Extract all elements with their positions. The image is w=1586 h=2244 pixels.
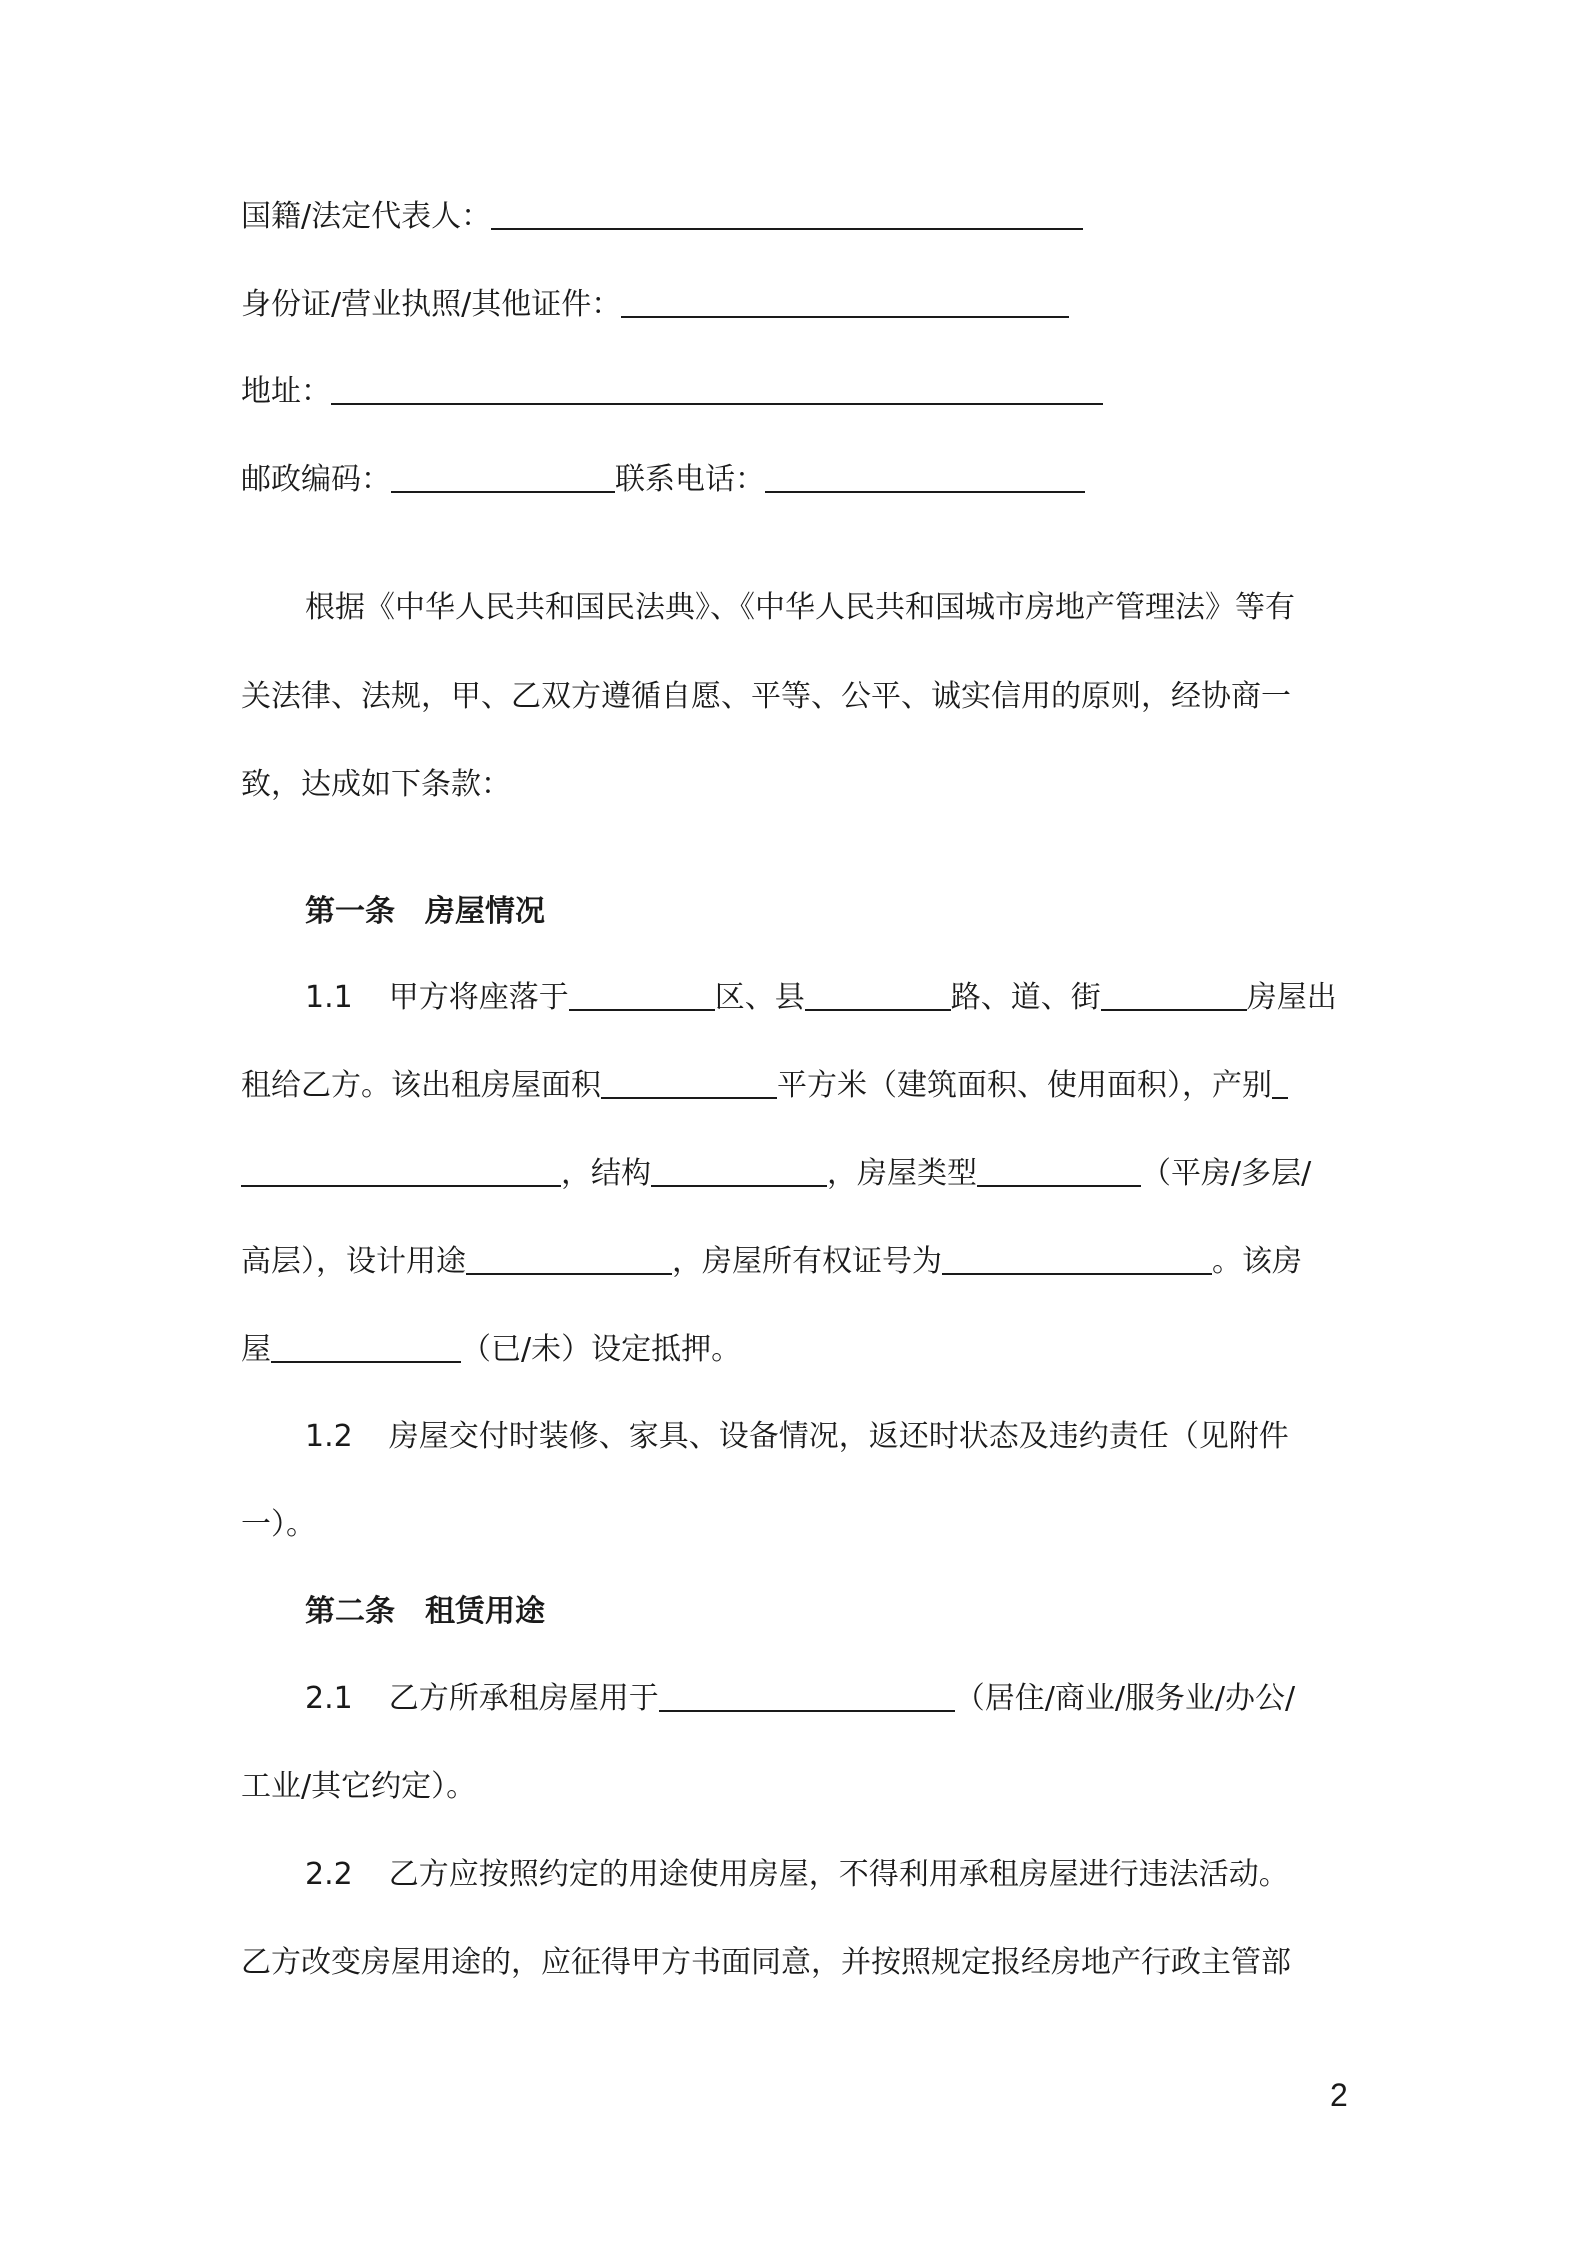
clause-text: 乙方所承租房屋用于 (388, 1681, 659, 1716)
clause-text: （居住/商业/服务业/办公/ (954, 1681, 1296, 1716)
preamble-line-2: 关法律、法规，甲、乙双方遵循自愿、平等、公平、诚实信用的原则，经协商一 (241, 679, 1291, 714)
clause-text: 乙方应按照约定的用途使用房屋，不得利用承租房屋进行违法活动。 (388, 1857, 1289, 1892)
clause-text: 。该房 (1212, 1244, 1302, 1279)
clause-1-2-line-1 (305, 1417, 1289, 1457)
clause-text: 房屋交付时装修、家具、设备情况，返还时状态及违约责任（见附件 (388, 1419, 1289, 1454)
house-type-blank[interactable] (977, 1155, 1141, 1187)
address-row (241, 372, 1103, 412)
clause-text: 高层），设计用途 (241, 1244, 466, 1279)
road-blank[interactable] (805, 979, 951, 1011)
preamble-line-3: 致，达成如下条款： (241, 767, 511, 802)
usage-blank[interactable] (466, 1243, 672, 1275)
clause-1-1-line-1 (305, 978, 1337, 1018)
area-blank[interactable] (601, 1067, 777, 1099)
postal-phone-row (241, 460, 1085, 500)
clause-text: ，房屋所有权证号为 (672, 1244, 942, 1279)
mortgage-blank[interactable] (271, 1331, 461, 1363)
clause-2-1-line-2: 工业/其它约定）。 (241, 1769, 477, 1804)
district-blank[interactable] (569, 979, 715, 1011)
clause-2-2-line-1 (305, 1855, 1289, 1895)
id-row (241, 285, 1069, 325)
clause-1-2-line-2: 一）。 (241, 1507, 316, 1542)
certificate-blank[interactable] (942, 1243, 1212, 1275)
nationality-blank[interactable] (491, 198, 1083, 230)
clause-2-1-line-1 (305, 1679, 1295, 1719)
property-type-blank-cont[interactable] (241, 1155, 561, 1187)
clause-text: 甲方将座落于 (388, 980, 569, 1015)
postal-label: 邮政编码： (241, 462, 391, 497)
clause-text: 平方米（建筑面积、使用面积），产别 (777, 1068, 1272, 1103)
clause-1-1-line-2 (241, 1066, 1288, 1106)
clause-text: ，房屋类型 (827, 1156, 977, 1191)
article-1-heading: 第一条 房屋情况 (305, 894, 545, 929)
clause-number: 1.1 (305, 980, 353, 1015)
clause-text: 租给乙方。该出租房屋面积 (241, 1068, 601, 1103)
id-blank[interactable] (621, 286, 1069, 318)
nationality-row (241, 197, 1083, 237)
phone-label: 联系电话： (615, 462, 765, 497)
clause-number: 1.2 (305, 1419, 353, 1454)
property-type-blank[interactable] (1272, 1067, 1288, 1099)
clause-1-1-line-4 (241, 1242, 1302, 1282)
structure-blank[interactable] (651, 1155, 827, 1187)
nationality-label: 国籍/法定代表人： (241, 199, 492, 234)
clause-text: ，结构 (561, 1156, 651, 1191)
street-blank[interactable] (1101, 979, 1247, 1011)
clause-text: （平房/多层/ (1141, 1156, 1312, 1191)
article-2-heading: 第二条 租赁用途 (305, 1594, 545, 1629)
clause-text: 区、县 (714, 980, 805, 1015)
clause-1-1-line-5 (241, 1330, 741, 1370)
id-label: 身份证/营业执照/其他证件： (241, 287, 622, 322)
clause-number: 2.1 (305, 1681, 353, 1716)
address-label: 地址： (241, 374, 331, 409)
preamble-line-1: 根据《中华人民共和国民法典》、《中华人民共和国城市房地产管理法》等有 (305, 590, 1295, 625)
clause-number: 2.2 (305, 1857, 353, 1892)
clause-1-1-line-3 (241, 1154, 1311, 1194)
phone-blank[interactable] (765, 461, 1085, 493)
lease-purpose-blank[interactable] (659, 1680, 955, 1712)
clause-text: （已/未）设定抵押。 (461, 1332, 742, 1367)
clause-2-2-line-2: 乙方改变房屋用途的，应征得甲方书面同意，并按照规定报经房地产行政主管部 (241, 1945, 1291, 1980)
address-blank[interactable] (331, 373, 1103, 405)
page-number: 2 (1330, 2077, 1348, 2113)
clause-text: 屋 (241, 1332, 271, 1367)
postal-blank[interactable] (391, 461, 615, 493)
clause-text: 路、道、街 (950, 980, 1101, 1015)
clause-text: 房屋出 (1246, 980, 1337, 1015)
